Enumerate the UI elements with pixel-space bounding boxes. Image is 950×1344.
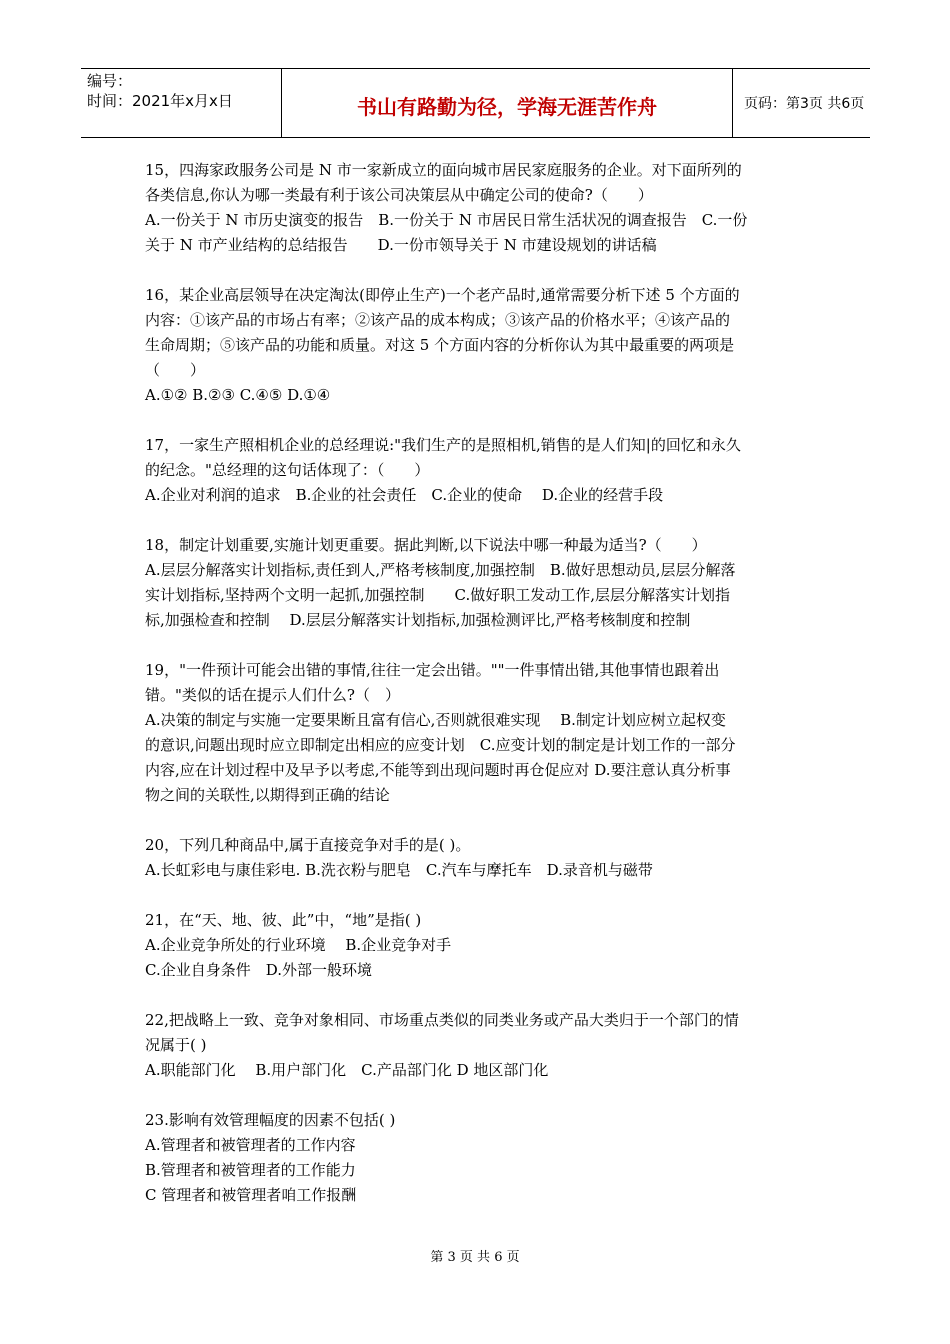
question-block	[145, 433, 810, 508]
page-footer: 第 3 页 共 6 页	[430, 1250, 520, 1265]
header-page-cell	[732, 69, 870, 137]
question-line: C 管理者和被管理者咱工作报酬	[145, 1186, 357, 1204]
question-line: 实计划指标,坚持两个文明一起抓,加强控制 C.做好职工发动工作,层层分解落实计划指	[145, 586, 731, 604]
question-line: 21，在“天、地、彼、此”中，“地”是指( )	[145, 911, 422, 929]
question-line: 错。"类似的话在提示人们什么?（ ）	[145, 686, 400, 704]
question-line: 物之间的关联性,以期得到正确的结论	[145, 786, 390, 804]
question-block	[145, 1008, 810, 1083]
question-block	[145, 658, 810, 808]
question-line: （ ）	[145, 361, 206, 379]
question-line: 的纪念。"总经理的这句话体现了：（ ）	[145, 461, 430, 479]
question-line: 的意识,问题出现时应立即制定出相应的应变计划 C.应变计划的制定是计划工作的一部分	[145, 736, 736, 754]
question-line: A.长虹彩电与康佳彩电. B.洗衣粉与肥皂 C.汽车与摩托车 D.录音机与磁带	[145, 861, 653, 879]
question-line: 22,把战略上一致、竞争对象相同、市场重点类似的同类业务或产品大类归于一个部门的情	[145, 1011, 739, 1029]
question-list	[145, 158, 810, 1233]
question-line: C.企业自身条件 D.外部一般环境	[145, 961, 372, 979]
page-header	[81, 68, 870, 138]
question-line: 15，四海家政服务公司是 N 市一家新成立的面向城市居民家庭服务的企业。对下面所列的	[145, 161, 742, 179]
question-line: A.管理者和被管理者的工作内容	[145, 1136, 356, 1154]
question-block	[145, 833, 810, 883]
question-line: A.一份关于 N 市历史演变的报告 B.一份关于 N 市居民日常生活状况的调查报告 C.一份	[145, 211, 748, 229]
question-block	[145, 158, 810, 258]
question-line: 17，一家生产照相机企业的总经理说:"我们生产的是照相机,销售的是人们知|的回忆和永久	[145, 436, 741, 454]
question-line: A.①② B.②③ C.④⑤ D.①④	[145, 386, 331, 404]
question-line: A.企业竞争所处的行业环境 B.企业竞争对手	[145, 936, 452, 954]
document-time-label: 时间：2021年x月x日	[87, 92, 233, 110]
question-line: 19，"一件预计可能会出错的事情,往往一定会出错。""一件事情出错,其他事情也跟着出	[145, 661, 720, 679]
question-line: 关于 N 市产业结构的总结报告 D.一份市领导关于 N 市建设规划的讲话稿	[145, 236, 657, 254]
question-line: 23.影响有效管理幅度的因素不包括( )	[145, 1111, 396, 1129]
question-line: A.企业对利润的追求 B.企业的社会责任 C.企业的使命 D.企业的经营手段	[145, 486, 664, 504]
question-line: 标,加强检查和控制 D.层层分解落实计划指标,加强检测评比,严格考核制度和控制	[145, 611, 691, 629]
header-left-cell	[81, 69, 281, 137]
header-page-info: 页码：第3页 共6页	[744, 96, 865, 112]
header-motto-cell	[281, 69, 733, 137]
question-line: B.管理者和被管理者的工作能力	[145, 1161, 356, 1179]
question-line: 16，某企业高层领导在决定淘汰(即停止生产)一个老产品时,通常需要分析下述 5 个方面的	[145, 286, 740, 304]
question-line: 18，制定计划重要,实施计划更重要。据此判断,以下说法中哪一种最为适当?（ ）	[145, 536, 707, 554]
question-line: A.决策的制定与实施一定要果断且富有信心,否则就很难实现 B.制定计划应树立起权变	[145, 711, 726, 729]
header-motto: 书山有路勤为径，学海无涯苦作舟	[357, 95, 657, 119]
question-line: A.职能部门化 B.用户部门化 C.产品部门化 D 地区部门化	[145, 1061, 549, 1079]
question-line: 各类信息,你认为哪一类最有利于该公司决策层从中确定公司的使命?（ ）	[145, 186, 653, 204]
document-number-label: 编号：	[87, 72, 133, 90]
question-line: 况属于( )	[145, 1036, 207, 1054]
question-block	[145, 908, 810, 983]
question-line: 20，下列几种商品中,属于直接竞争对手的是( )。	[145, 836, 471, 854]
question-block	[145, 283, 810, 408]
question-line: 内容,应在计划过程中及早予以考虑,不能等到出现问题时再仓促应对 D.要注意认真分析事	[145, 761, 731, 779]
question-line: 生命周期；⑤该产品的功能和质量。对这 5 个方面内容的分析你认为其中最重要的两项是	[145, 336, 735, 354]
question-line: A.层层分解落实计划指标,责任到人,严格考核制度,加强控制 B.做好思想动员,层层分解落	[145, 561, 736, 579]
question-line: 内容：①该产品的市场占有率；②该产品的成本构成；③该产品的价格水平；④该产品的	[145, 311, 731, 329]
question-block	[145, 533, 810, 633]
question-block	[145, 1108, 810, 1208]
